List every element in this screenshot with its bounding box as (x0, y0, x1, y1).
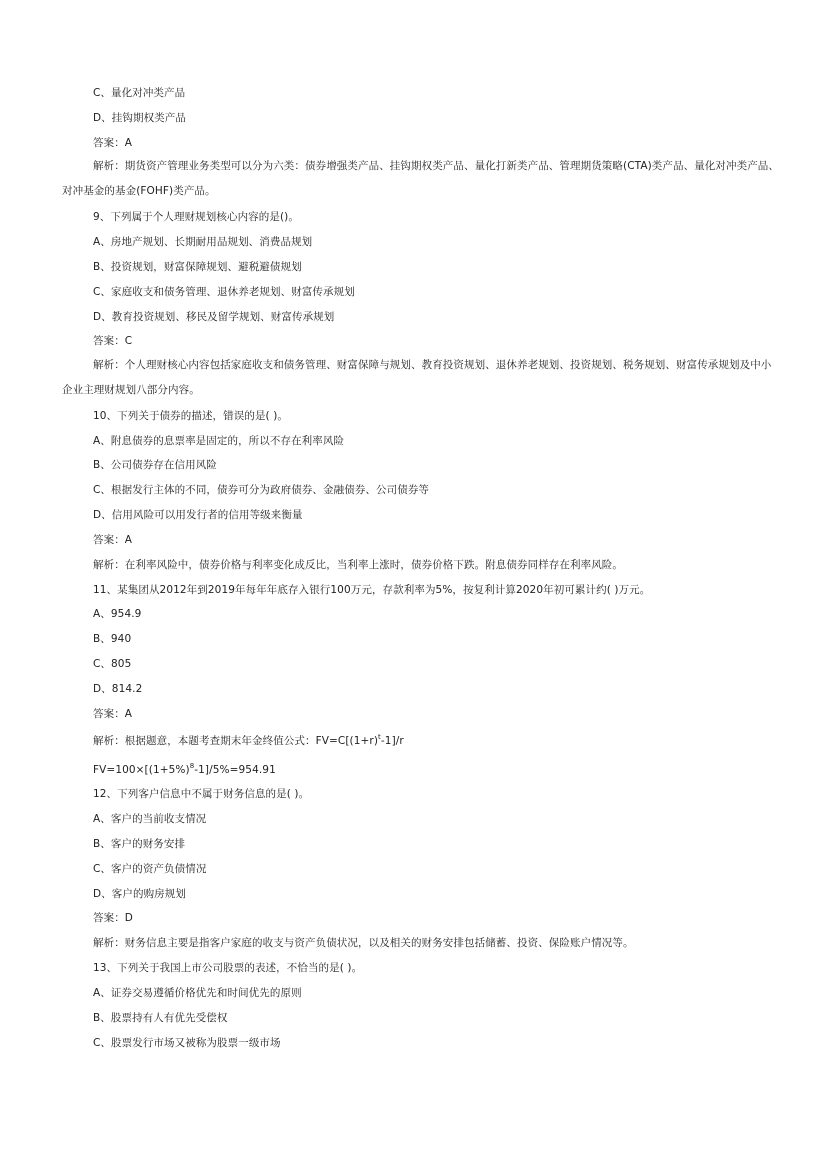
option-a-q9: A、房地产规划、长期耐用品规划、消费品规划 (93, 236, 313, 248)
question-12: 12、下列客户信息中不属于财务信息的是( )。 (93, 788, 310, 800)
answer-q12: 答案：D (93, 912, 133, 924)
option-c-q9: C、家庭收支和债务管理、退休养老规划、财富传承规划 (93, 286, 355, 298)
option-a-q13: A、证券交易遵循价格优先和时间优先的原则 (93, 987, 302, 999)
answer-q8: 答案：A (93, 137, 133, 149)
option-c-q13: C、股票发行市场又被称为股票一级市场 (93, 1037, 281, 1049)
answer-q11: 答案：A (93, 708, 133, 720)
question-10: 10、下列关于债券的描述，错误的是( )。 (93, 410, 288, 422)
option-d-q8: D、挂钩期权类产品 (93, 112, 186, 124)
option-b-q11: B、940 (93, 633, 132, 645)
option-b-q10: B、公司债券存在信用风险 (93, 459, 217, 471)
option-c-q11: C、805 (93, 658, 132, 670)
question-9: 9、下列属于个人理财规划核心内容的是()。 (93, 211, 299, 223)
option-d-q10: D、信用风险可以用发行者的信用等级来衡量 (93, 509, 303, 521)
analysis-q10: 解析：在利率风险中，债券价格与利率变化成反比，当利率上涨时，债券价格下跌。附息债券同样存在利率风险。 (93, 559, 623, 571)
option-c-q10: C、根据发行主体的不同，债券可分为政府债券、金融债券、公司债券等 (93, 484, 430, 496)
option-c-q8: C、量化对冲类产品 (93, 87, 186, 99)
analysis-q11-formula (93, 734, 404, 748)
option-d-q9: D、教育投资规划、移民及留学规划、财富传承规划 (93, 311, 335, 323)
option-a-q11: A、954.9 (93, 608, 142, 620)
analysis-q12: 解析：财务信息主要是指客户家庭的收支与资产负债状况，以及相关的财务安排包括储蓄、投资、保险账户情况等。 (93, 937, 634, 949)
analysis-q11-calculation (93, 763, 276, 777)
option-b-q12: B、客户的财务安排 (93, 838, 186, 850)
formula-text-end: -1]/r (380, 735, 404, 747)
option-a-q12: A、客户的当前收支情况 (93, 813, 207, 825)
analysis-q9: 解析：个人理财核心内容包括家庭收支和债务管理、财富保障与规划、教育投资规划、退休养老规划、投资规划、税务规划、财富传承规划及中小企业主理财规划八部分内容。 (62, 359, 772, 396)
calculation-text: FV=100×[(1+5%) (93, 764, 190, 776)
answer-q10: 答案：A (93, 534, 133, 546)
question-11: 11、某集团从2012年到2019年每年年底存入银行100万元，存款利率为5%，按复利计算2020年初可累计约( )万元。 (93, 584, 651, 596)
option-b-q9: B、投资规划，财富保障规划、避税避债规划 (93, 261, 302, 273)
option-a-q10: A、附息债券的息票率是固定的，所以不存在利率风险 (93, 435, 345, 447)
option-c-q12: C、客户的资产负债情况 (93, 863, 207, 875)
formula-exponent: t (378, 732, 381, 741)
option-d-q12: D、客户的购房规划 (93, 888, 186, 900)
question-13: 13、下列关于我国上市公司股票的表述，不恰当的是( )。 (93, 962, 363, 974)
calculation-text-end: -1]/5%=954.91 (194, 764, 276, 776)
option-d-q11: D、814.2 (93, 683, 143, 695)
option-b-q13: B、股票持有人有优先受偿权 (93, 1012, 228, 1024)
formula-text: 解析：根据题意，本题考查期末年金终值公式：FV=C[(1+r) (93, 735, 379, 747)
calculation-exponent: 8 (189, 761, 195, 770)
analysis-q8: 解析：期货资产管理业务类型可以分为六类：债券增强类产品、挂钩期权类产品、量化打新类产品、管理期货策略(CTA)类产品、量化对冲类产品、对冲基金的基金(FOHF)类产品。 (62, 160, 780, 197)
answer-q9: 答案：C (93, 335, 133, 347)
